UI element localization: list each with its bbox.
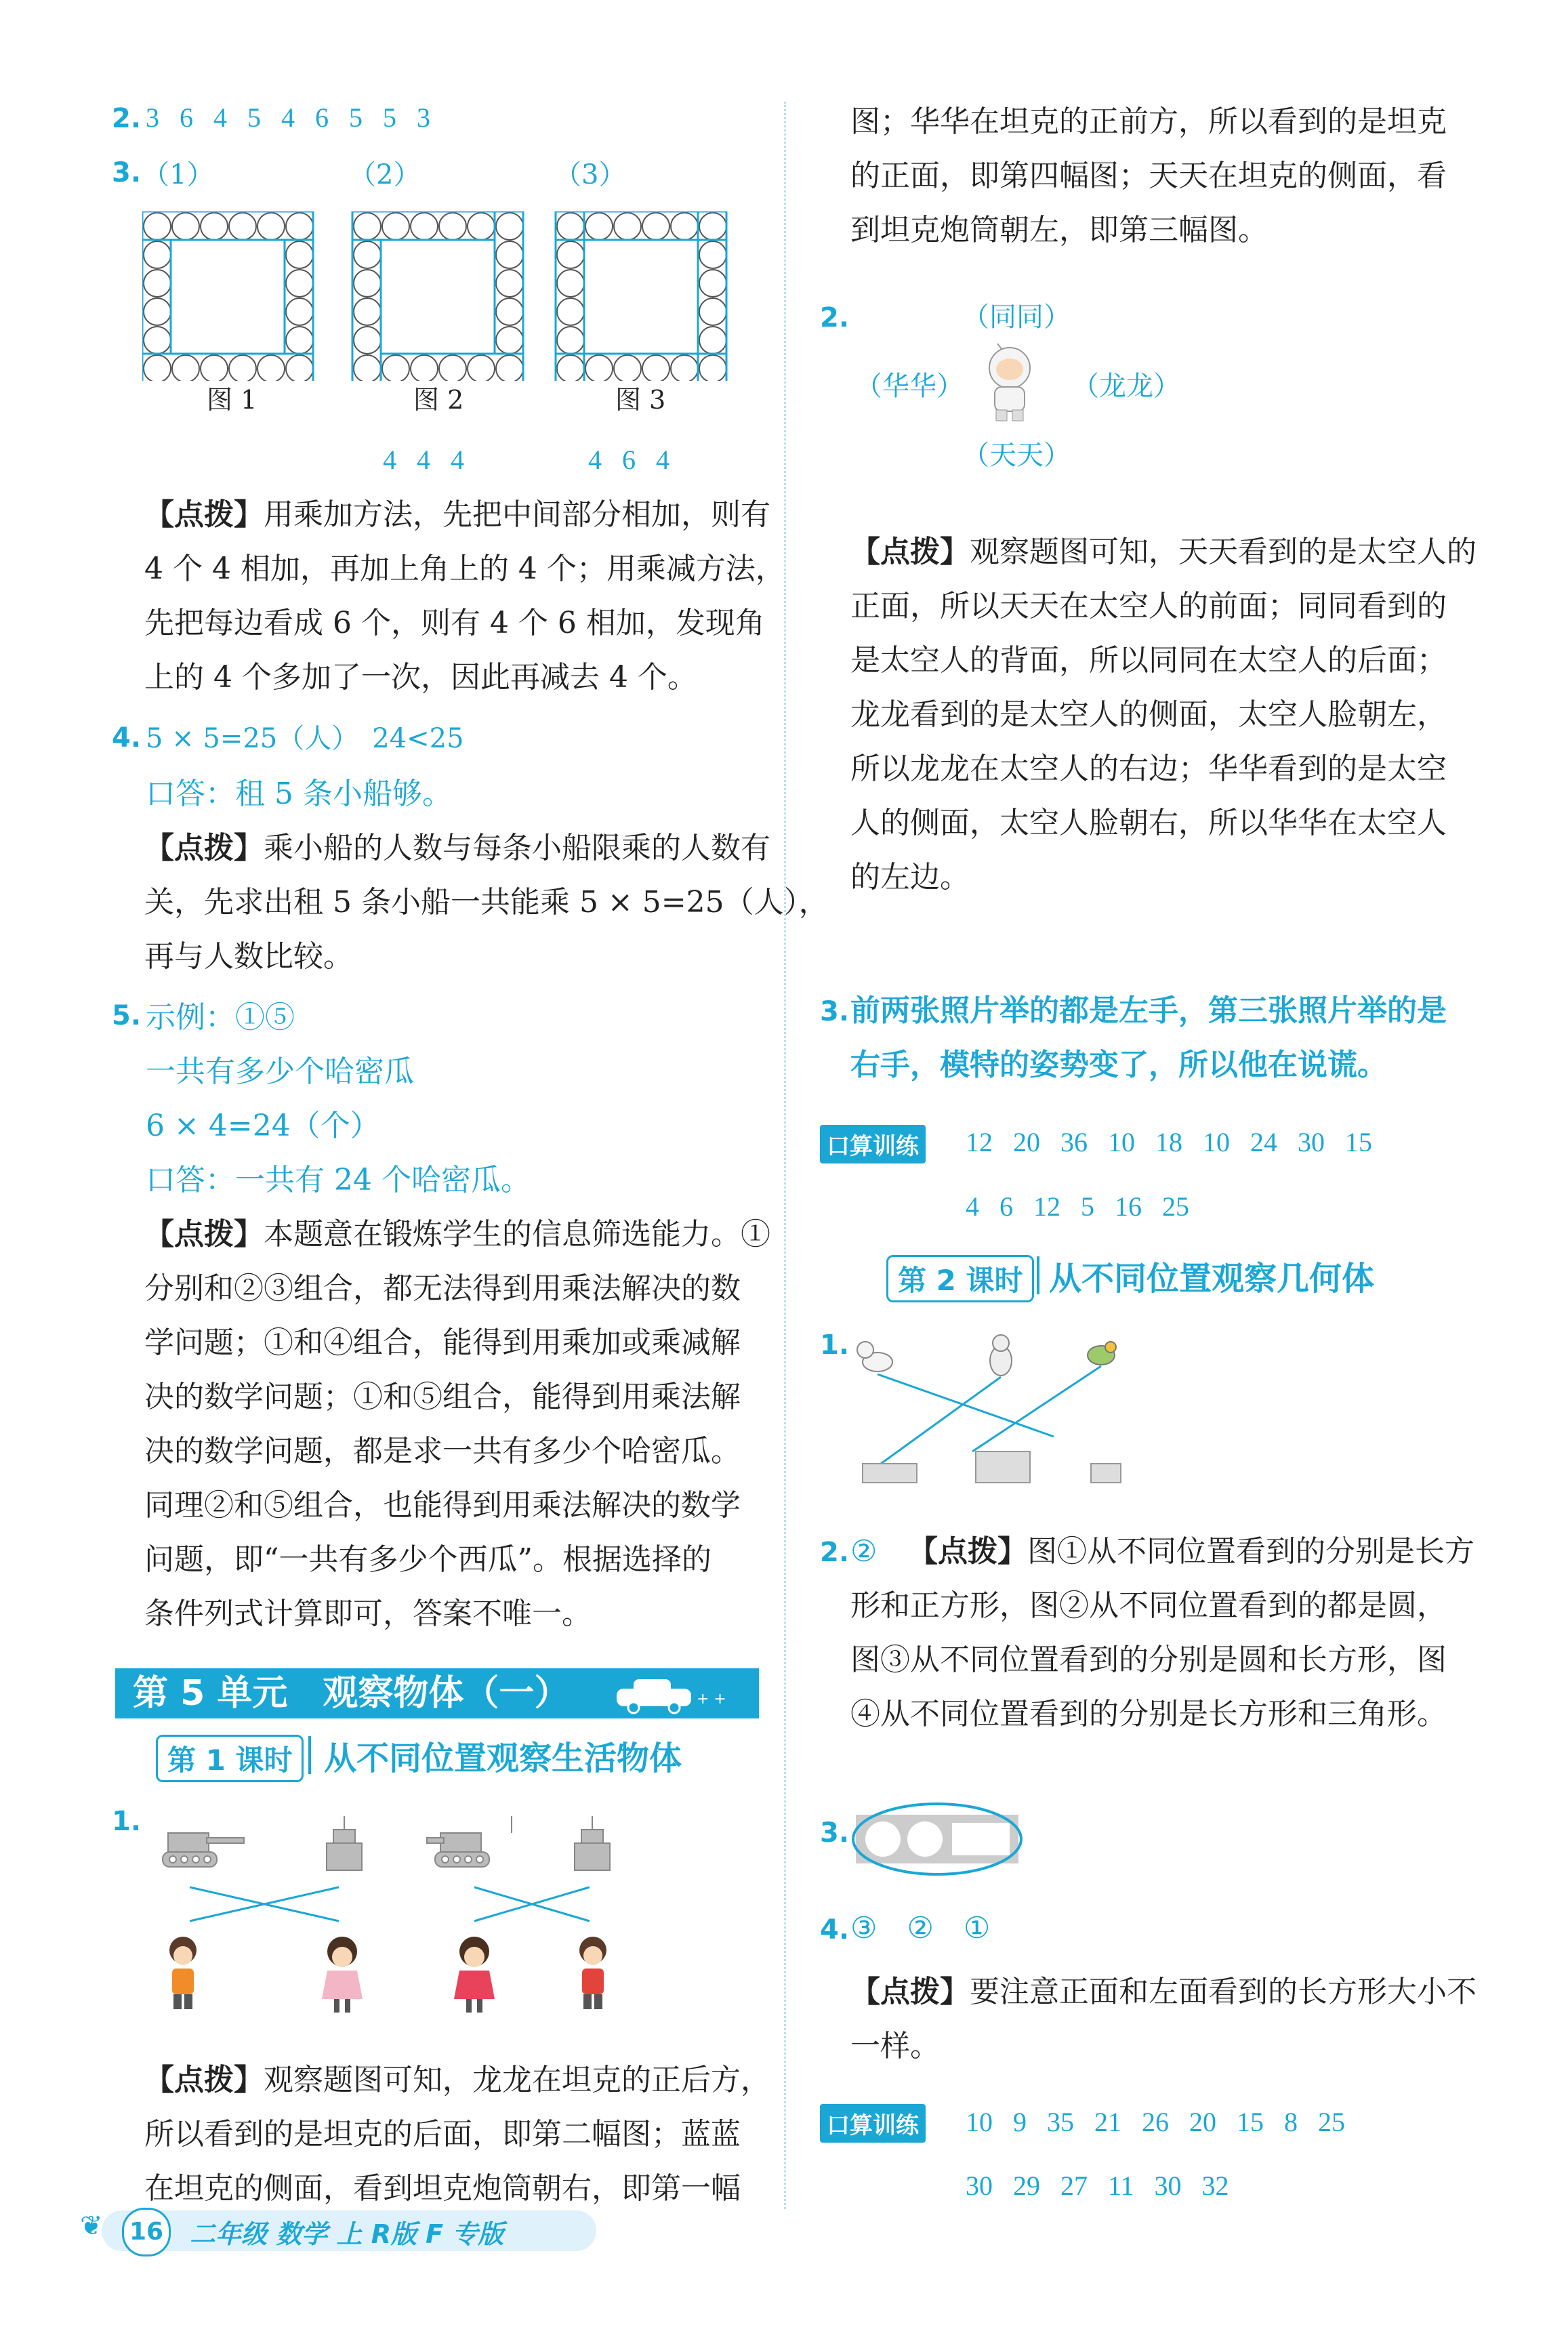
leaf-icon: ❦ — [80, 2210, 103, 2242]
tank-view-matching — [142, 1802, 752, 2026]
kousuan-row1-1: 12 20 36 10 18 10 24 30 15 — [966, 1127, 1372, 1157]
q3-tip: 【点拨】用乘加方法，先把中间部分相加，则有 4 个 4 相加，再加上角上的 4 个；用乘减方法， 先把每边看成 6 个，则有 4 个 6 相加，发现角 上的 4 个多加了一次，因此再减去 4 个。 — [144, 497, 785, 695]
l1q3-number: 3. — [820, 996, 850, 1027]
lesson1-box: 第 1 课时 — [156, 1735, 304, 1782]
circle-square-figures — [142, 211, 739, 381]
q3-number: 3. — [112, 157, 142, 188]
q5-tip: 【点拨】本题意在锻炼学生的信息筛选能力。① 分别和②③组合，都无法得到用乘法解决的数 学问题；①和④组合，能得到用乘加或乘减解 决的数学问题；①和⑤组合，能得到用乘法解 决的数学问题，都是求一共有多少个哈密瓜。 同理②和⑤组合，也能得到用乘法解决的数学 问题，即“一共有多少个西瓜”。根据选择的 条件列式计算即可，答案不唯一。 — [144, 1217, 770, 1631]
q2-answers: 3 6 4 5 4 6 5 5 3 — [146, 102, 430, 133]
unit-title: 第 5 单元 观察物体（一） — [133, 1673, 570, 1714]
circle-square-figure-1 — [142, 211, 313, 381]
geometry-view-matching — [850, 1328, 1142, 1491]
l1q2-number: 2. — [820, 302, 850, 333]
astronaut-right-label: （龙龙） — [1072, 371, 1180, 402]
l1q3-answer: 前两张照片举的都是左手，第三张照片举的是 右手，模特的姿势变了，所以他在说谎。 — [850, 993, 1447, 1082]
child-huahua-icon — [454, 1937, 495, 2013]
tank-side-right-icon — [163, 1833, 244, 1867]
q5-answers: 示例：①⑤ 一共有多少个哈密瓜 6 × 4=24（个） 口答：一共有 24 个哈密瓜。 — [146, 1000, 531, 1197]
l1q1-number: 1. — [112, 1806, 142, 1837]
l2q4-number: 4. — [820, 1914, 850, 1945]
cat-icon — [990, 1335, 1012, 1376]
fig3-answers: 4 6 4 — [588, 445, 669, 475]
fig1-caption: 图 1 — [207, 385, 257, 415]
footer-book-title: 二年级 数学 上 R版 F 专版 — [190, 2219, 504, 2249]
kousuan-label-1: 口算训练 — [820, 1125, 926, 1163]
circle-square-figure-2 — [352, 211, 523, 381]
lesson2-box: 第 2 课时 — [886, 1255, 1034, 1302]
view-rect-long — [863, 1464, 917, 1483]
q5-number: 5. — [112, 1000, 142, 1031]
lesson2-divider — [1037, 1256, 1039, 1294]
kousuan-label-2: 口算训练 — [820, 2104, 926, 2143]
dog-icon — [857, 1342, 892, 1372]
astronaut-left-label: （华华） — [855, 371, 964, 402]
q4-answer: 口答：租 5 条小船够。 — [146, 777, 452, 811]
child-lanlan-icon — [322, 1937, 363, 2013]
lesson1-divider — [308, 1736, 311, 1774]
astronaut-top-label: （同同） — [962, 302, 1071, 333]
l2q4-tip: 【点拨】要注意正面和左面看到的长方形大小不 一样。 — [850, 1975, 1477, 2063]
view-rect-large — [976, 1451, 1030, 1483]
tank-side-left-icon — [427, 1816, 512, 1867]
car-icon — [610, 1674, 745, 1714]
l2q2-tip: 【点拨】图①从不同位置看到的分别是长方 — [908, 1534, 1474, 1569]
page-number: 16 — [122, 2208, 171, 2256]
kousuan-row2-1: 4 6 12 5 16 25 — [966, 1191, 1189, 1222]
unit-banner-stripe — [751, 1668, 755, 1718]
child-longlong-icon — [169, 1937, 197, 2009]
lesson1-title: 从不同位置观察生活物体 — [324, 1739, 682, 1777]
kousuan-row2-2: 30 29 27 11 30 32 — [966, 2170, 1229, 2201]
l2q1-number: 1. — [820, 1330, 850, 1361]
bird-icon — [1088, 1342, 1116, 1365]
l1q1-tip: 【点拨】观察题图可知，龙龙在坦克的正后方， 所以看到的是坦克的后面，即第二幅图；蓝蓝 在坦克的侧面，看到坦克炮筒朝右，即第一幅 — [144, 2063, 770, 2206]
fig3-caption: 图 3 — [615, 385, 666, 415]
lesson2-title: 从不同位置观察几何体 — [1049, 1260, 1375, 1298]
child-tiantian-icon — [579, 1937, 606, 2009]
l2q2-answer: ② — [850, 1534, 878, 1569]
fig2-answers: 4 4 4 — [383, 445, 464, 475]
child-figures — [169, 1937, 606, 2013]
l2q2-tip-rest: 形和正方形，图②从不同位置看到的都是圆， 图③从不同位置看到的分别是圆和长方形，图 ④从不同位置看到的分别是长方形和三角形。 — [850, 1588, 1447, 1731]
view-rect-small — [1091, 1464, 1121, 1483]
shapes-answer-figure — [850, 1802, 1027, 1877]
q3-label-3: （3） — [554, 159, 626, 190]
l2q2-number: 2. — [820, 1537, 850, 1568]
l1q1-tip-continued: 图；华华在坦克的正前方，所以看到的是坦克 的正面，即第四幅图；天天在坦克的侧面，看 到坦克炮筒朝左，即第三幅图。 — [850, 104, 1447, 247]
svg-text:+ +: + + — [697, 1691, 726, 1708]
tank-back-icon — [327, 1816, 362, 1870]
q3-label-2: （2） — [349, 159, 421, 190]
l2q4-answers: ③ ② ① — [850, 1911, 991, 1945]
kousuan-row1-2: 10 9 35 21 26 20 15 8 25 — [966, 2107, 1345, 2137]
q3-label-1: （1） — [142, 159, 214, 190]
q4-formula: 5 × 5=25（人） 24<25 — [146, 723, 464, 754]
q4-tip: 【点拨】乘小船的人数与每条小船限乘的人数有 关，先求出租 5 条小船一共能乘 5 × 5=25（人）， 再与人数比较。 — [144, 831, 829, 974]
l2q3-number: 3. — [820, 1817, 850, 1849]
circle-square-figure-3 — [556, 211, 726, 381]
tank-front-icon — [575, 1816, 610, 1870]
astronaut-bottom-label: （天天） — [962, 440, 1071, 471]
column-divider — [784, 102, 786, 2209]
q4-number: 4. — [112, 722, 142, 754]
q2-number: 2. — [112, 103, 142, 134]
l1q2-tip: 【点拨】观察题图可知，天天看到的是太空人的 正面，所以天天在太空人的前面；同同看到的 是太空人的背面，所以同同在太空人的后面； 龙龙看到的是太空人的侧面，太空人脸朝左， 所以龙龙在太空人的右边；华华看到的是太空 人的侧面，太空人脸朝右，所以华华在太空人 的左边。 — [850, 535, 1477, 894]
fig2-caption: 图 2 — [413, 385, 464, 415]
astronaut-icon — [976, 342, 1044, 424]
